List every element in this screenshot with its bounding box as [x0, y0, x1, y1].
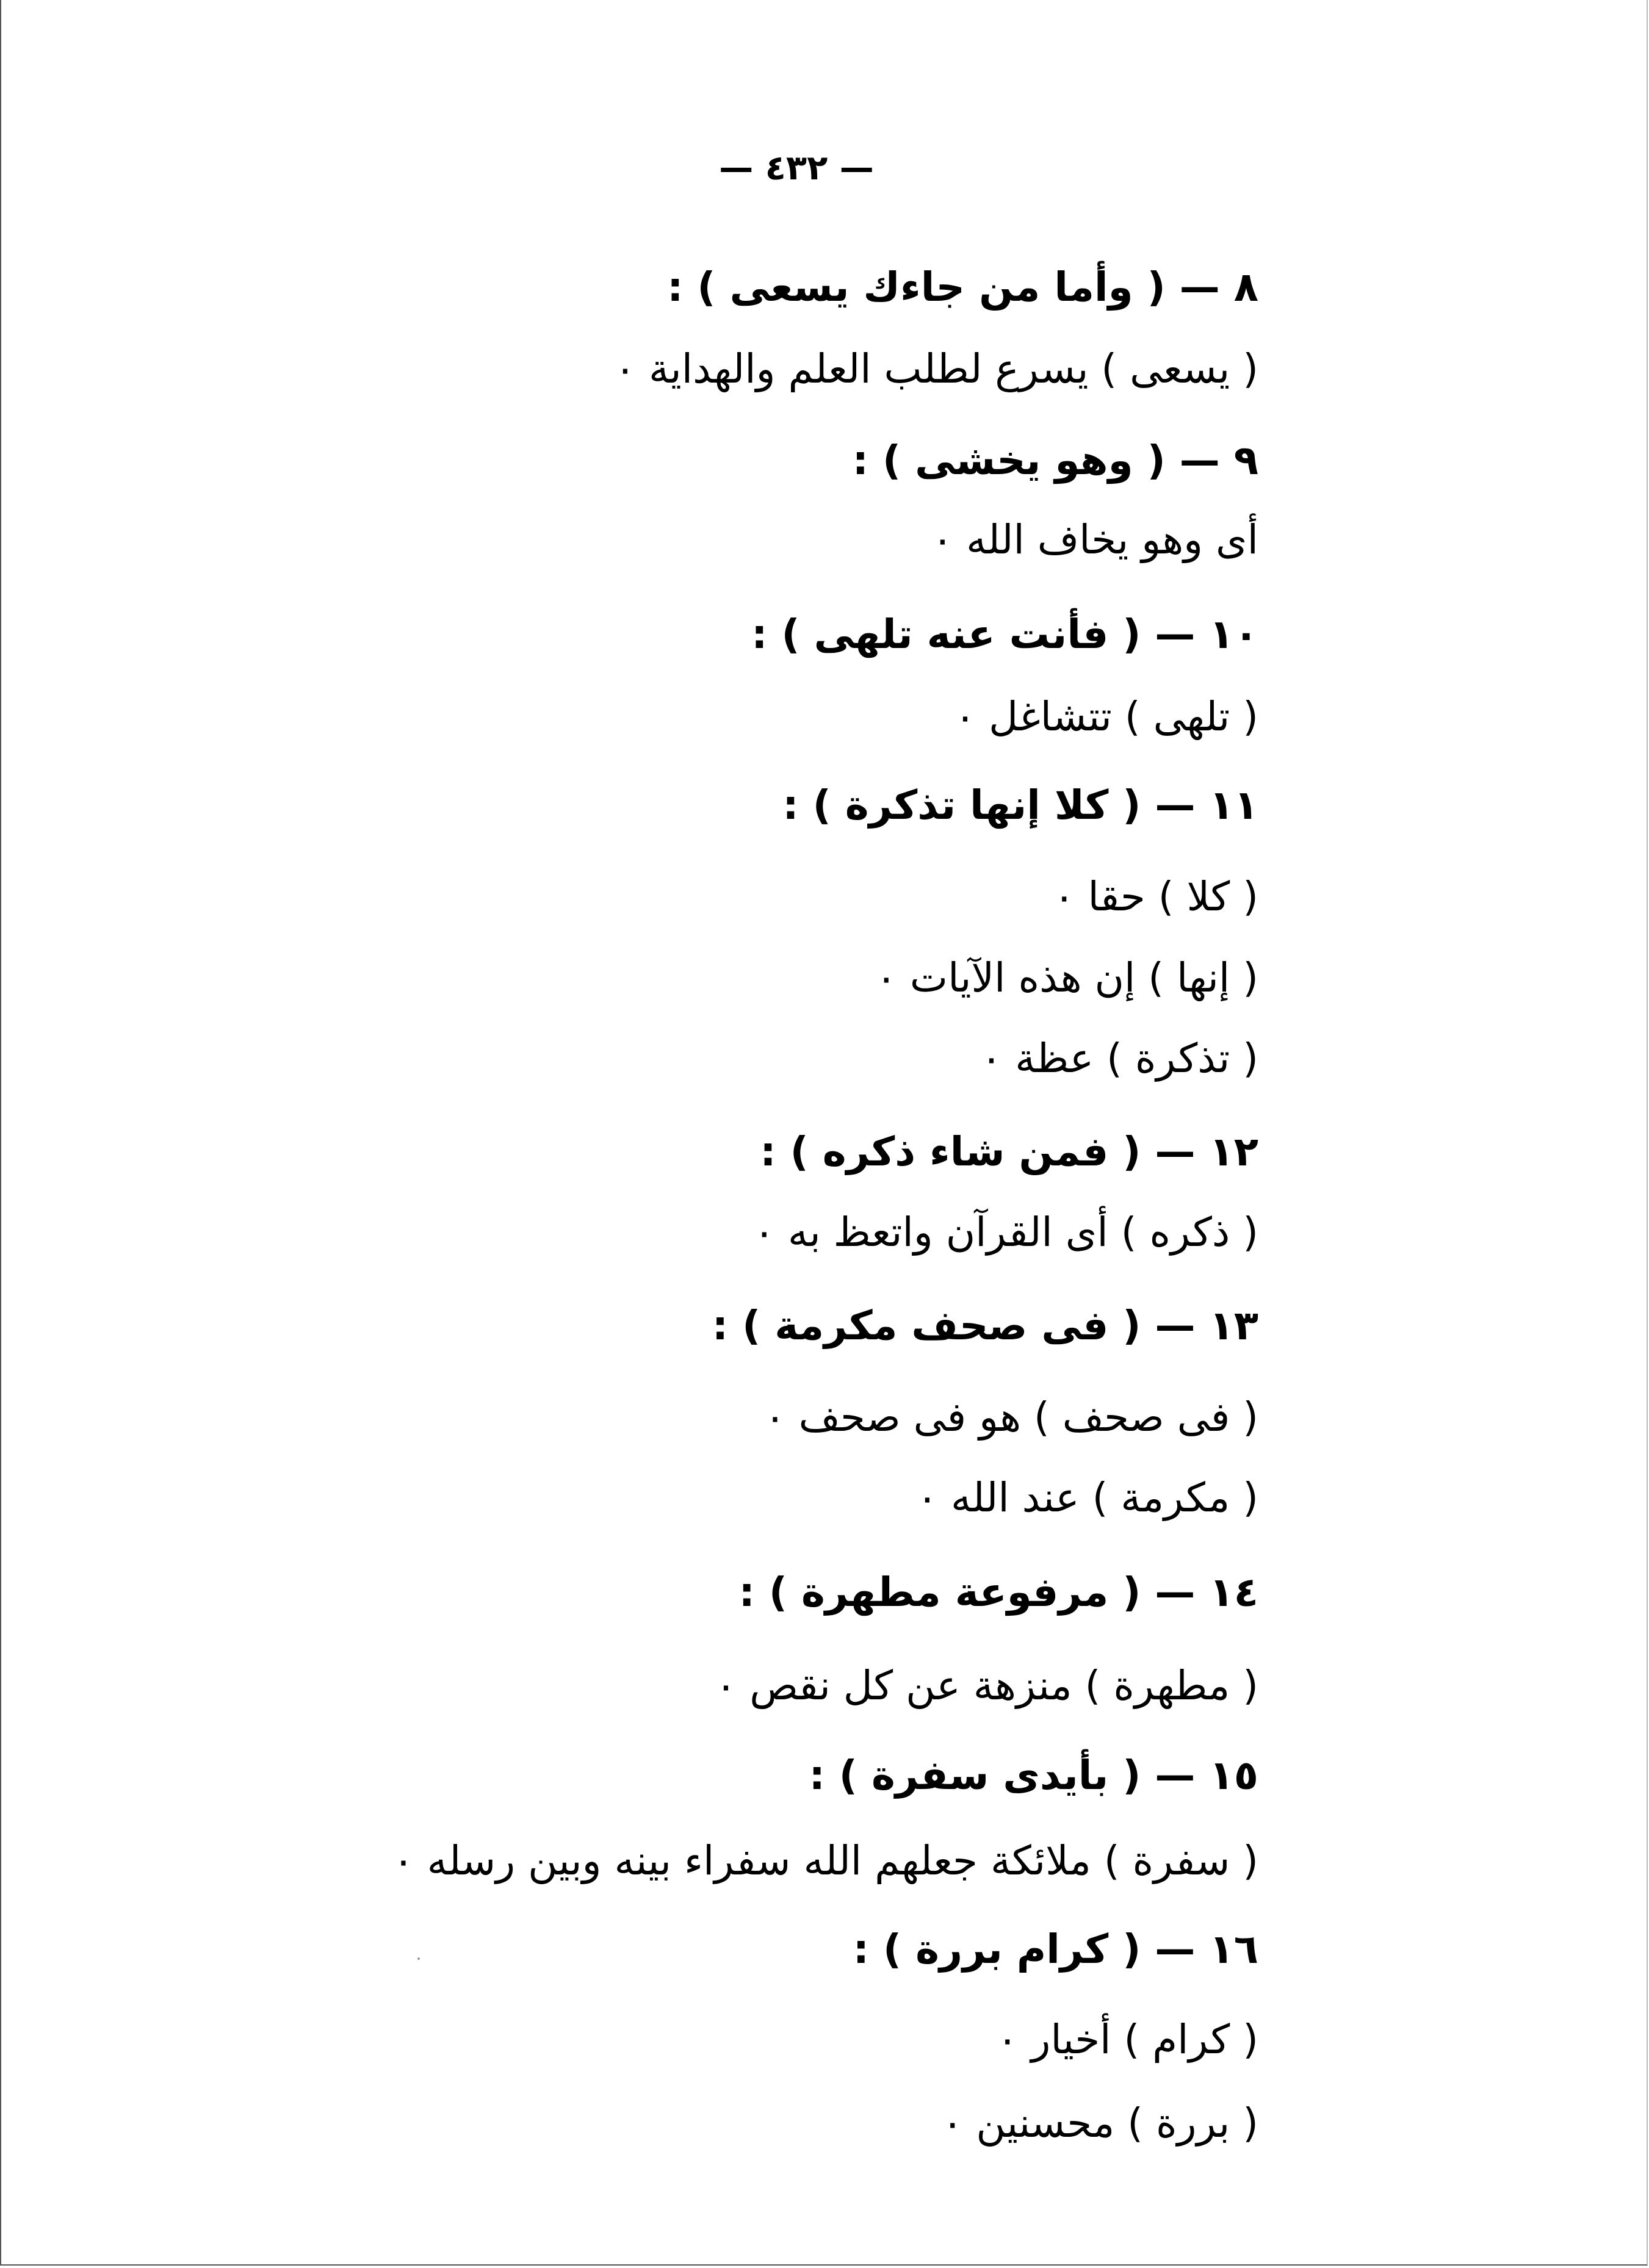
explanation-yasaa: ( يسعى ) يسرع لطلب العلم والهداية ٠	[614, 345, 1258, 392]
explanation-dhakarahu: ( ذكره ) أى القرآن واتعظ به ٠	[753, 1209, 1258, 1256]
verse-15-heading: ١٥ — ( بأيدى سفرة ) :	[809, 1752, 1258, 1799]
explanation-barara: ( بررة ) محسنين ٠	[941, 2100, 1258, 2147]
explanation-safara: ( سفرة ) ملائكة جعلهم الله سفراء بينه وبين رسله ٠	[392, 1837, 1258, 1884]
verse-8-heading: ٨ — ( وأما من جاءك يسعى ) :	[667, 264, 1258, 311]
explanation-talahha: ( تلهى ) تتشاغل ٠	[954, 693, 1258, 740]
verse-11-heading: ١١ — ( كلا إنها تذكرة ) :	[782, 782, 1258, 829]
explanation-tadhkira: ( تذكرة ) عظة ٠	[980, 1035, 1258, 1082]
verse-10-heading: ١٠ — ( فأنت عنه تلهى ) :	[751, 611, 1258, 658]
verse-12-heading: ١٢ — ( فمن شاء ذكره ) :	[760, 1128, 1258, 1175]
explanation-kiram: ( كرام ) أخيار ٠	[997, 2016, 1258, 2063]
explanation-innaha: ( إنها ) إن هذه الآيات ٠	[875, 954, 1258, 1001]
explanation-mutahhara: ( مطهرة ) منزهة عن كل نقص ٠	[715, 1662, 1258, 1709]
explanation-mukarrama: ( مكرمة ) عند الله ٠	[916, 1474, 1258, 1521]
verse-13-heading: ١٣ — ( فى صحف مكرمة ) :	[712, 1302, 1258, 1349]
verse-16-heading: ١٦ — ( كرام بررة ) :	[853, 1926, 1258, 1973]
scan-speck	[417, 1957, 420, 1960]
verse-14-heading: ١٤ — ( مرفوعة مطهرة ) :	[738, 1569, 1258, 1616]
explanation-kalla: ( كلا ) حقا ٠	[1053, 873, 1258, 920]
explanation-fi-suhuf: ( فى صحف ) هو فى صحف ٠	[764, 1394, 1258, 1441]
verse-9-heading: ٩ — ( وهو يخشى ) :	[852, 437, 1258, 484]
explanation-wa-huwa-yakhsha: أى وهو يخاف الله ٠	[931, 516, 1258, 563]
page-number: — ٤٣٢ —	[719, 148, 874, 188]
